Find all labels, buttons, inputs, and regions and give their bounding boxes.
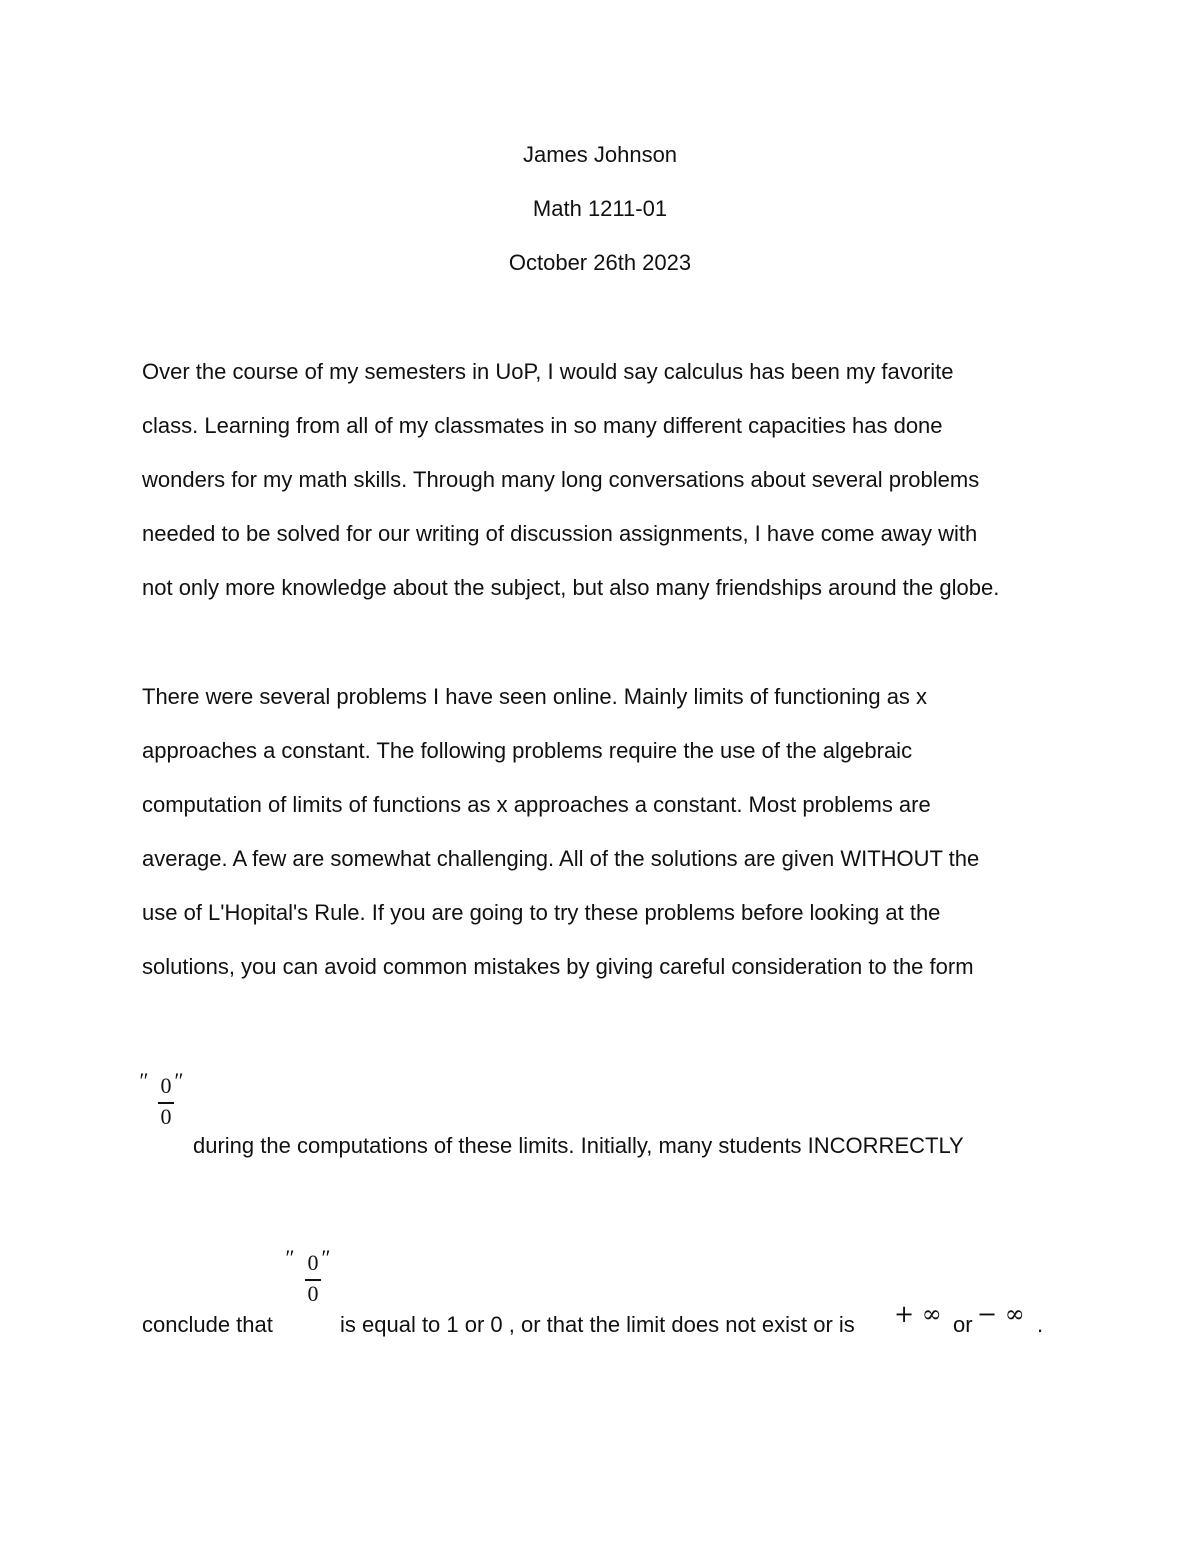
zero-over-zero-form bbox=[138, 1066, 198, 1136]
close-quote: ″ bbox=[320, 1245, 330, 1270]
open-quote: ″ bbox=[284, 1245, 294, 1270]
minus-infinity-symbol: − ∞ bbox=[977, 1300, 1025, 1328]
paragraph1-line: class. Learning from all of my classmates in so many different capacities has done bbox=[142, 413, 943, 438]
plus-infinity-symbol: + ∞ bbox=[894, 1300, 942, 1328]
fraction-numerator: 0 bbox=[160, 1073, 172, 1098]
paragraph1-line: not only more knowledge about the subject, but also many friendships around the globe. bbox=[142, 575, 1000, 600]
paragraph2-line: There were several problems I have seen online. Mainly limits of functioning as x bbox=[142, 684, 928, 709]
open-quote: ″ bbox=[138, 1068, 148, 1093]
sentence-period: . bbox=[1037, 1312, 1044, 1337]
paragraph1-line: Over the course of my semesters in UoP, I would say calculus has been my favorite bbox=[142, 359, 954, 384]
form-follow-line: during the computations of these limits. Initially, many students INCORRECTLY bbox=[193, 1133, 964, 1158]
conclude-middle: is equal to 1 or 0 , or that the limit does not exist or is bbox=[340, 1312, 855, 1337]
paragraph1-line: wonders for my math skills. Through many long conversations about several problems bbox=[142, 467, 980, 492]
paragraph2-line: approaches a constant. The following problems require the use of the algebraic bbox=[142, 738, 913, 763]
author-name: James Johnson bbox=[522, 142, 678, 167]
paragraph1-line: needed to be solved for our writing of discussion assignments, I have come away with bbox=[142, 521, 978, 546]
paragraph2-line: use of L'Hopital's Rule. If you are going to try these problems before looking at the bbox=[142, 900, 941, 925]
paragraph2-line: solutions, you can avoid common mistakes by giving careful consideration to the form bbox=[142, 954, 974, 979]
or-word: or bbox=[953, 1312, 973, 1337]
fraction-denominator: 0 bbox=[307, 1281, 319, 1306]
paragraph2-line: computation of limits of functions as x approaches a constant. Most problems are bbox=[142, 792, 931, 817]
course-code: Math 1211-01 bbox=[532, 196, 668, 221]
document-date: October 26th 2023 bbox=[508, 250, 692, 275]
fraction-numerator: 0 bbox=[307, 1250, 319, 1275]
conclude-prefix: conclude that bbox=[142, 1312, 273, 1337]
fraction-denominator: 0 bbox=[160, 1104, 172, 1129]
close-quote: ″ bbox=[173, 1068, 183, 1093]
paragraph2-line: average. A few are somewhat challenging. All of the solutions are given WITHOUT the bbox=[142, 846, 980, 871]
zero-over-zero-form-inline bbox=[284, 1243, 344, 1313]
